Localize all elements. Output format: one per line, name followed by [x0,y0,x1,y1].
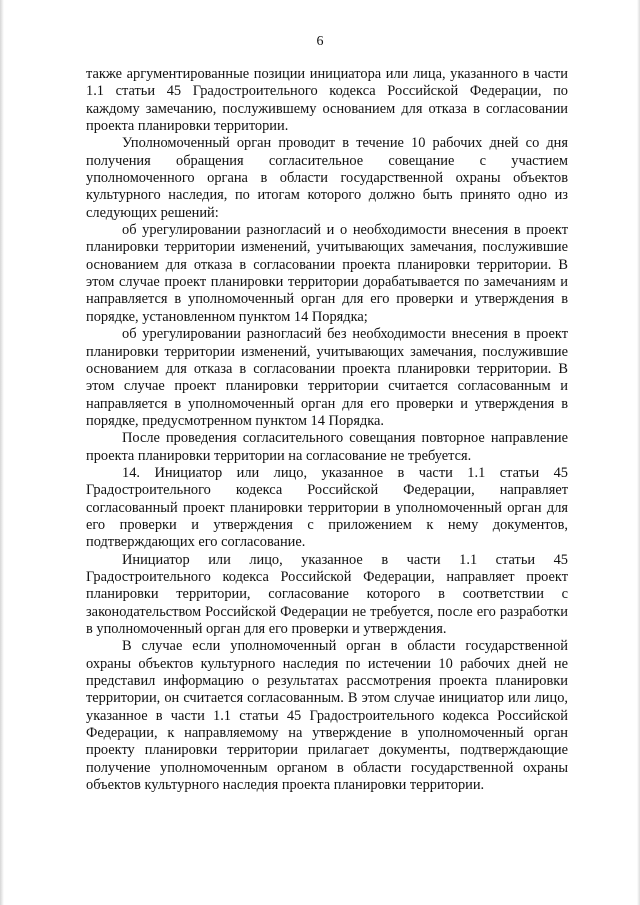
paragraph-deemed-approved: В случае если уполномоченный орган в области государственной охраны объектов культурного наследия по истечении 10 рабочих дней не представил информацию о результатах рассмотрения проекта планировки территории, он считается согласованным. В этом случае инициатор или лицо, указанное в части 1.1 статьи 45 Градостроительного кодекса Российской Федерации, к направляемому на утверждение в уполномоченный орган проекту планировки территории прилагает документы, подтверждающие получение уполномоченным органом в области государственной охраны объектов культурного наследия проекта планировки территории. [86,638,568,794]
paragraph-no-approval-required: Инициатор или лицо, указанное в части 1.1 статьи 45 Градостроительного кодекса Российской Федерации, направляет проект планировки территории, согласование которого в соответствии с законодательством Российской Федерации не требуется, после его разработки в уполномоченный орган для его проверки и утверждения. [86,551,568,637]
page-number: 6 [316,34,324,49]
paragraph-decision-with-changes: об урегулировании разногласий и о необходимости внесения в проект планировки территории изменений, учитывающих замечания, послужившие основанием для отказа в согласовании проекта планировки территории. В этом случае проект планировки территории дорабатывается по замечаниям и направляется в уполномоченный орган для его проверки и утверждения в порядке, установленном пунктом 14 Порядка; [86,222,568,325]
scan-edge-left [0,0,4,905]
paragraph-item-14: 14. Инициатор или лицо, указанное в части 1.1 статьи 45 Градостроительного кодекса Российской Федерации, направляет согласованный проект планировки территории в уполномоченный орган для его проверки и утверждения с приложением к нему документов, подтверждающих его согласование. [86,464,568,551]
paragraph-conciliation-meeting: Уполномоченный орган проводит в течение 10 рабочих дней со дня получения обращения согласительное совещание с участием уполномоченного органа в области государственной охраны объектов культурного наследия, по итогам которого должно быть принято одно из следующих решений: [86,135,568,221]
body-text [86,66,568,794]
paragraph-continuation: также аргументированные позиции инициатора или лица, указанного в части 1.1 статьи 45 Градостроительного кодекса Российской Федерации, по каждому замечанию, послужившему основанием для отказа в согласовании проекта планировки территории. [86,66,568,135]
paragraph-no-resubmission: После проведения согласительного совещания повторное направление проекта планировки территории на согласование не требуется. [86,430,568,464]
paragraph-decision-without-changes: об урегулировании разногласий без необходимости внесения в проект планировки территории изменений, учитывающих замечания, послужившие основанием для отказа в согласовании проекта планировки территории. В этом случае проект планировки территории считается согласованным и направляется в уполномоченный орган для его проверки и утверждения в порядке, предусмотренном пунктом 14 Порядка. [86,326,568,429]
